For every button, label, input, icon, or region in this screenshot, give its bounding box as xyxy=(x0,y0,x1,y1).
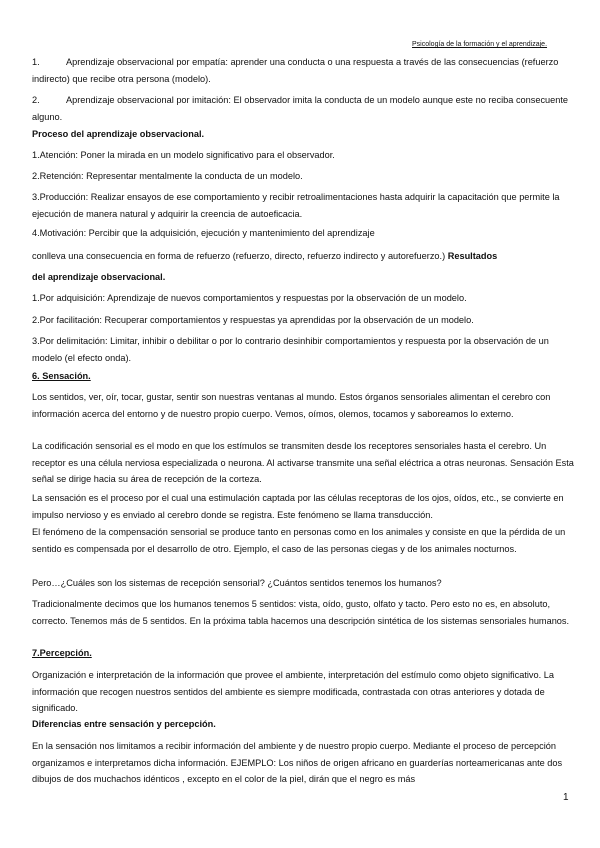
paragraph-transduccion: La sensación es el proceso por el cual una estimulación captada por las células receptoras de los ojos, oídos, etc., se convierte en impulso nervioso y es enviado al cerebro donde se registra. Este fenómeno se llama transducción. xyxy=(32,493,564,520)
running-header: Psicología de la formación y el aprendizaje. xyxy=(412,41,548,48)
paragraph-diferencias: En la sensación nos limitamos a recibir información del ambiente y de nuestro propio cuerpo. Mediante el proceso de percepción organizamos e interpretamos dicha información. EJEMPLO: Los niños de origen africano en guarderías norteamericanas ante dos dibujos de dos muchachos idénticos , excepto en el color de la piel, dirán que el negro es más xyxy=(32,741,563,784)
heading-resultados: del aprendizaje observacional. xyxy=(32,272,166,282)
paragraph-motivacion: 4.Motivación: Percibir que la adquisición, ejecución y mantenimiento del aprendizaje xyxy=(32,228,375,238)
heading-resultados-start: Resultados xyxy=(447,251,498,261)
paragraph-retencion: 2.Retención: Representar mentalmente la conducta de un modelo. xyxy=(32,171,303,181)
list-item-imitacion xyxy=(32,92,574,125)
paragraph-adquisicion: 1.Por adquisición: Aprendizaje de nuevos comportamientos y respuestas por la observación de un modelo. xyxy=(32,293,467,303)
paragraph-compensacion: El fenómeno de la compensación sensorial se produce tanto en personas como en los animales y consiste en que la pérdida de un sentido es compensada por el desarrollo de otro. Ejemplo, el caso de las personas ciegas y de los animales nocturnos. xyxy=(32,527,566,554)
paragraph-codificacion: La codificación sensorial es el modo en que los estímulos se transmiten desde los receptores sensoriales hasta el cerebro. Un receptor es una célula nerviosa especializada o neurona. Al activarse transmite una señal eléctrica a otras neuronas. Sensación Esta señal se dirige hacia su área de recepción de la corteza. xyxy=(32,441,574,484)
paragraph-sentidos-tabla: Tradicionalmente decimos que los humanos tenemos 5 sentidos: vista, oído, gusto, olfato y tacto. Pero esto no es, en absoluto, correcto. Tenemos más de 5 sentidos. En la próxima tabla hacemos una descripción sintética de los sistemas sensoriales humanos. xyxy=(32,599,570,626)
list-text: Aprendizaje observacional por empatía: aprender una conducta o una respuesta a través de las consecuencias (refuerzo indirecto) que recibe otra persona (modelo). xyxy=(32,57,559,84)
page-number: 1 xyxy=(563,792,569,803)
paragraph-facilitacion: 2.Por facilitación: Recuperar comportamientos y respuestas ya aprendidas por la observación de un modelo. xyxy=(32,315,474,325)
list-number: 1. xyxy=(32,57,40,67)
heading-sensacion: 6. Sensación. xyxy=(32,371,91,381)
list-text: Aprendizaje observacional por imitación: El observador imita la conducta de un modelo aunque este no reciba consecuente alguno. xyxy=(32,95,569,122)
paragraph-produccion: 3.Producción: Realizar ensayos de ese comportamiento y recibir retroalimentaciones hasta adquirir la capacitación que permite la ejecución de manera natural y adquirir la creencia de autoeficacia. xyxy=(32,192,560,219)
paragraph-delimitacion: 3.Por delimitación: Limitar, inhibir o debilitar o por lo contrario desinhibir comportamientos y respuesta por la observación de un modelo (el efecto onda). xyxy=(32,336,549,363)
list-item-empatia xyxy=(32,54,574,87)
heading-percepcion: 7.Percepción. xyxy=(32,648,92,658)
paragraph-atencion: 1.Atención: Poner la mirada en un modelo significativo para el observador. xyxy=(32,150,335,160)
paragraph-percepcion: Organización e interpretación de la información que provee el ambiente, interpretación del estímulo como objeto significativo. La información que recogen nuestros sentidos del ambiente es siempre modificada, contrastada con otras anteriores y dotada de significado. xyxy=(32,670,554,713)
heading-proceso: Proceso del aprendizaje observacional. xyxy=(32,129,205,139)
list-number: 2. xyxy=(32,95,40,105)
paragraph-sentidos: Los sentidos, ver, oír, tocar, gustar, sentir son nuestras ventanas al mundo. Estos órganos sensoriales alimentan el cerebro con información acerca del entorno y de nuestro propio cuerpo. Vemos, oímos, olemos, tocamos y saboreamos lo externo. xyxy=(32,392,551,419)
heading-diferencias: Diferencias entre sensación y percepción. xyxy=(32,719,216,729)
paragraph-motivacion-cont xyxy=(32,248,574,265)
paragraph-pregunta: Pero…¿Cuáles son los sistemas de recepción sensorial? ¿Cuántos sentidos tenemos los humanos? xyxy=(32,578,442,588)
motivacion-text: conlleva una consecuencia en forma de refuerzo (refuerzo, directo, refuerzo indirecto y autorefuerzo.) xyxy=(32,251,446,261)
